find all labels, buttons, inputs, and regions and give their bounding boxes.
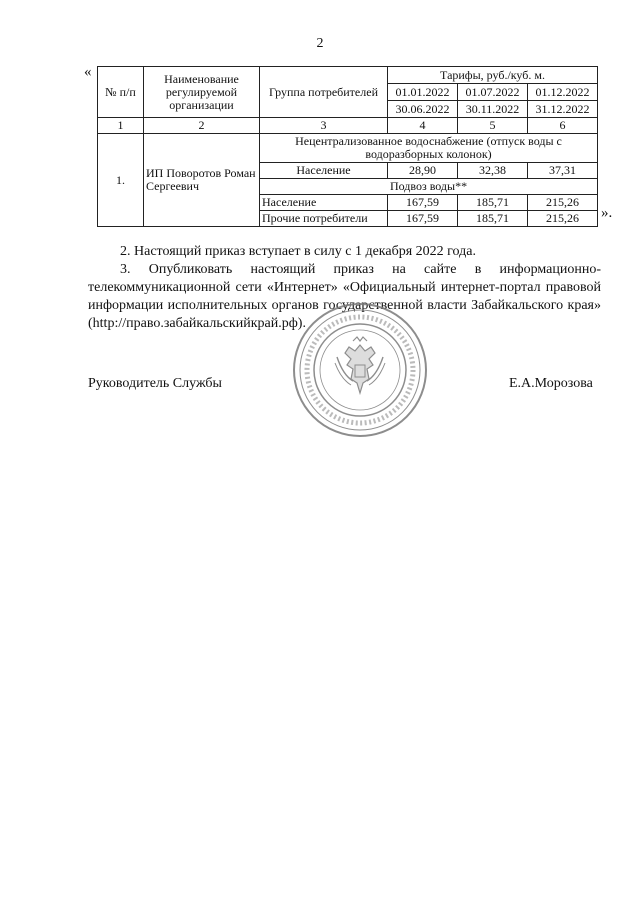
section-1-title: Нецентрализованное водоснабжение (отпуск воды с водоразборных колонок): [260, 134, 598, 163]
col-number: 4: [388, 118, 458, 134]
signer-title: Руководитель Службы: [88, 376, 222, 391]
seal-graphic: [291, 301, 429, 439]
header-tariffs: Тарифы, руб./куб. м.: [388, 67, 598, 84]
group-cell: Прочие потребители: [260, 211, 388, 227]
header-num: № п/п: [98, 67, 144, 118]
section-1-title-row: [98, 134, 598, 163]
period-2-to: 30.11.2022: [458, 101, 528, 118]
period-1-to: 30.06.2022: [388, 101, 458, 118]
page-number: 2: [316, 36, 324, 51]
table-header-row: [98, 67, 598, 84]
value-cell: 167,59: [388, 211, 458, 227]
value-cell: 37,31: [528, 163, 598, 179]
period-3-to: 31.12.2022: [528, 101, 598, 118]
opening-quote: «: [84, 64, 92, 80]
col-number: 2: [144, 118, 260, 134]
official-seal-icon: [291, 301, 429, 439]
col-number: 3: [260, 118, 388, 134]
value-cell: 32,38: [458, 163, 528, 179]
closing-quote: ».: [601, 205, 613, 221]
value-cell: 28,90: [388, 163, 458, 179]
value-cell: 215,26: [528, 211, 598, 227]
paragraph-3: 3. Опубликовать настоящий приказ на сайте в информационно-телекоммуникационной сети «Интернет» «Официальный интернет-портал правовой информации исполнительных органов государственной власти Забайкальского края» (http://право.забайкальскийкрай.рф).: [88, 262, 601, 331]
value-cell: 185,71: [458, 195, 528, 211]
period-3-from: 01.12.2022: [528, 84, 598, 101]
col-number: 1: [98, 118, 144, 134]
row-num: 1.: [98, 134, 144, 227]
row-org: ИП Поворотов Роман Сергеевич: [144, 134, 260, 227]
period-2-from: 01.07.2022: [458, 84, 528, 101]
paragraph-2: 2. Настоящий приказ вступает в силу с 1 декабря 2022 года.: [120, 244, 476, 259]
group-cell: Население: [260, 195, 388, 211]
col-number: 5: [458, 118, 528, 134]
column-numbers-row: [98, 118, 598, 134]
signer-name: Е.А.Морозова: [509, 376, 593, 391]
value-cell: 167,59: [388, 195, 458, 211]
tariff-table: [97, 66, 598, 227]
value-cell: 215,26: [528, 195, 598, 211]
section-2-title: Подвоз воды**: [260, 179, 598, 195]
header-org: Наименование регулируемой организации: [144, 67, 260, 118]
period-1-from: 01.01.2022: [388, 84, 458, 101]
header-group: Группа потребителей: [260, 67, 388, 118]
col-number: 6: [528, 118, 598, 134]
group-cell: Население: [260, 163, 388, 179]
value-cell: 185,71: [458, 211, 528, 227]
